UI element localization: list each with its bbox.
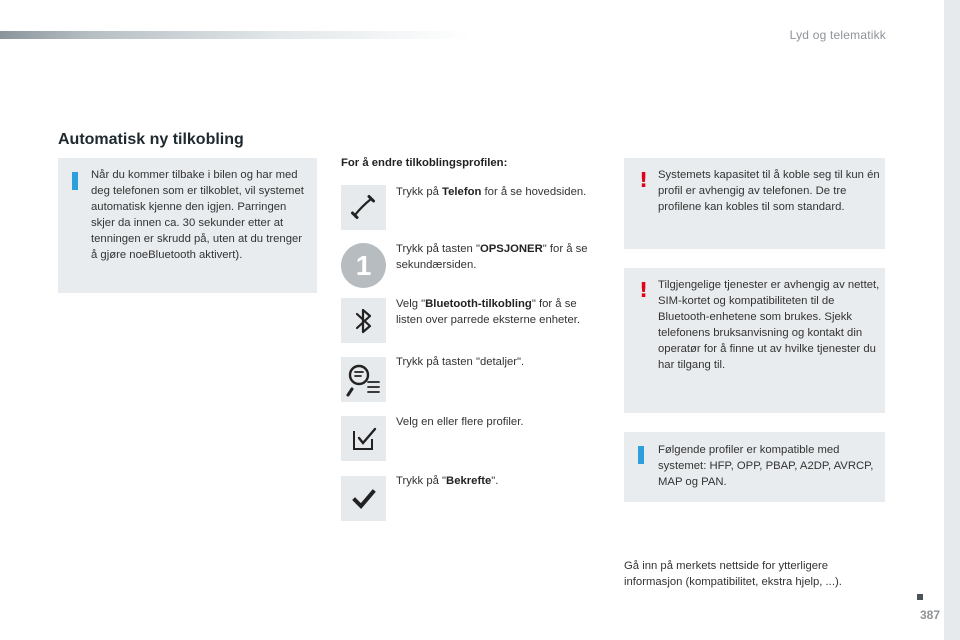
chapter-title: Lyd og telematikk xyxy=(789,28,886,42)
footnote: Gå inn på merkets nettside for ytterligere informasjon (kompatibilitet, ekstra hjelp, ...). xyxy=(624,560,842,588)
warning-text: Tilgjengelige tjenester er avhengig av nettet, SIM-kortet og kompatibiliteten til de Bluetooth-enhetene som brukes. Sjekk telefonens bruksanvisning og kontakt din operatør for å finne ut av hvilke tjenester du har tilgang til. xyxy=(658,279,880,371)
step-4-text: Trykk på tasten "detaljer". xyxy=(396,356,525,368)
warning-box-services xyxy=(624,268,885,413)
page-number: 387 xyxy=(919,608,940,622)
checkmark-icon xyxy=(341,476,386,521)
info-text: Følgende profiler er kompatible med systemet: HFP, OPP, PBAP, A2DP, AVRCP, MAP og PAN. xyxy=(658,444,874,488)
info-box-profiles xyxy=(624,432,885,502)
section-title: Automatisk ny tilkobling xyxy=(58,131,244,148)
info-text: Når du kommer tilbake i bilen og har med deg telefonen som er tilkoblet, vil systemet automatisk kjenne den igjen. Parringen skjer da innen ca. 30 sekunder etter at tenningen er skrudd på, uten at du trenger å gjøre noeBluetooth aktivert). xyxy=(91,169,304,261)
step-3-text: Velg "Bluetooth-tilkobling" for å se listen over parrede eksterne enheter. xyxy=(396,298,580,326)
info-box-reconnect xyxy=(58,158,317,293)
step-5-text: Velg en eller flere profiler. xyxy=(396,416,524,428)
step-1-text: Trykk på Telefon for å se hovedsiden. xyxy=(396,186,587,198)
warning-icon: ! xyxy=(639,278,649,302)
steps-heading: For å endre tilkoblingsprofilen: xyxy=(341,157,508,169)
details-magnifier-icon xyxy=(341,357,386,402)
page-marker xyxy=(917,594,923,600)
phone-icon xyxy=(341,185,386,230)
warning-text: Systemets kapasitet til å koble seg til kun én profil er avhengig av telefonen. De tre profilene kan kobles til som standard. xyxy=(658,169,880,213)
step-6-text: Trykk på "Bekrefte". xyxy=(396,475,499,487)
warning-box-profile-capacity xyxy=(624,158,885,249)
page-edge-strip xyxy=(944,0,960,640)
step-number-badge: 1 xyxy=(341,243,386,288)
select-checkbox-icon xyxy=(341,416,386,461)
step-2-text: Trykk på tasten "OPSJONER" for å se sekundærsiden. xyxy=(396,243,588,271)
bluetooth-icon xyxy=(341,298,386,343)
info-icon xyxy=(72,172,78,190)
warning-icon: ! xyxy=(639,168,649,192)
info-icon xyxy=(638,446,644,464)
header-accent-bar xyxy=(0,31,470,39)
